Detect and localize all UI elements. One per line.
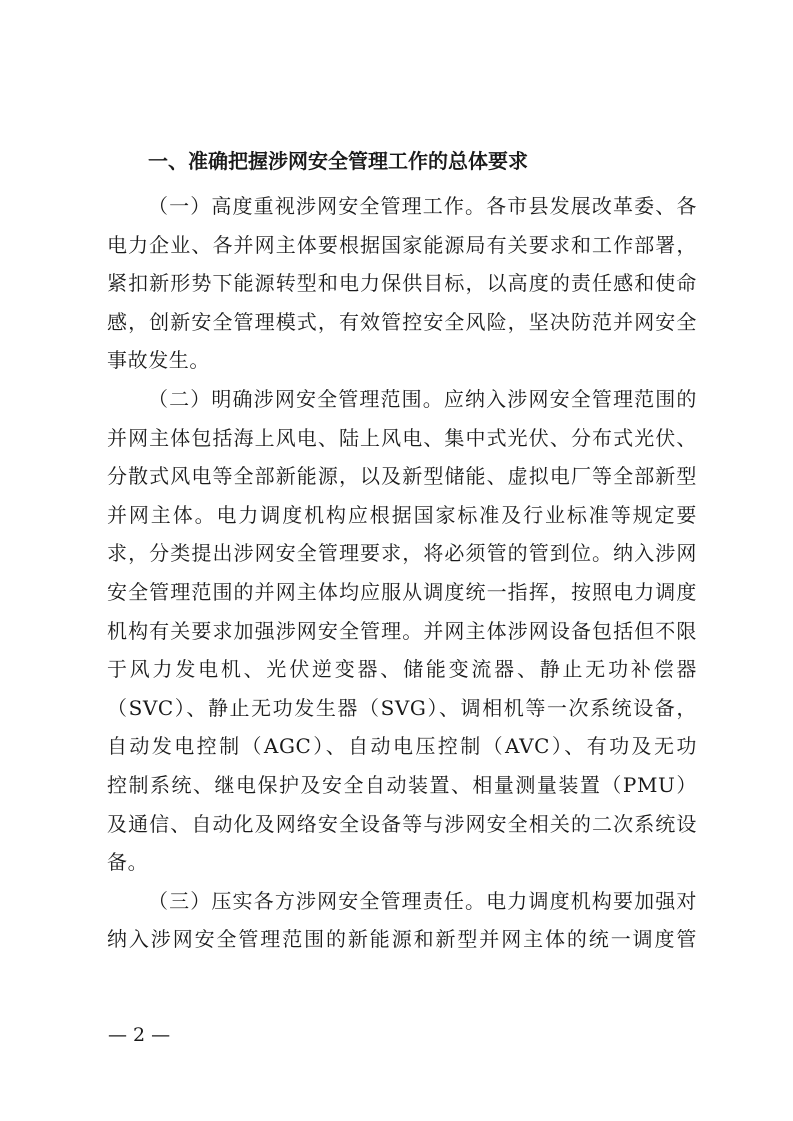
paragraph-2-line-3: 分散式风电等全部新能源，以及新型储能、虚拟电厂等全部新型 <box>107 464 697 489</box>
paragraph-2-line-13: 备。 <box>107 850 149 875</box>
paragraph-1-line-2: 电力企业、各并网主体要根据国家能源局有关要求和工作部署， <box>107 232 697 257</box>
paragraph-1-line-5: 事故发生。 <box>107 348 210 373</box>
paragraph-2-line-11: 控制系统、继电保护及安全自动装置、相量测量装置（PMU） <box>107 772 697 797</box>
paragraph-1-line-1: （一）高度重视涉网安全管理工作。各市县发展改革委、各 <box>148 194 697 218</box>
paragraph-1-line-3: 紧扣新形势下能源转型和电力保供目标，以高度的责任感和使命 <box>107 271 697 296</box>
paragraph-2-line-8: 于风力发电机、光伏逆变器、储能变流器、静止无功补偿器 <box>107 657 697 682</box>
paragraph-2-line-9: （SVC）、静止无功发生器（SVG）、调相机等一次系统设备， <box>107 695 697 720</box>
paragraph-2-line-7: 机构有关要求加强涉网安全管理。并网主体涉网设备包括但不限 <box>107 618 697 643</box>
paragraph-2-line-2: 并网主体包括海上风电、陆上风电、集中式光伏、分布式光伏、 <box>107 425 697 450</box>
section-heading: 一、准确把握涉网安全管理工作的总体要求 <box>148 149 528 173</box>
page-number: — 2 — <box>108 1024 171 1046</box>
paragraph-3-line-1: （三）压实各方涉网安全管理责任。电力调度机构要加强对 <box>148 888 697 913</box>
paragraph-2-line-10: 自动发电控制（AGC）、自动电压控制（AVC）、有功及无功 <box>107 734 697 759</box>
body-text <box>107 187 697 959</box>
paragraph-2-line-12: 及通信、自动化及网络安全设备等与涉网安全相关的二次系统设 <box>107 811 697 836</box>
paragraph-3-line-2: 纳入涉网安全管理范围的新能源和新型并网主体的统一调度管 <box>107 927 697 952</box>
paragraph-2-line-1: （二）明确涉网安全管理范围。应纳入涉网安全管理范围的 <box>148 386 697 411</box>
paragraph-2-line-6: 安全管理范围的并网主体均应服从调度统一指挥，按照电力调度 <box>107 579 697 604</box>
paragraph-1-line-4: 感，创新安全管理模式，有效管控安全风险，坚决防范并网安全 <box>107 309 697 334</box>
paragraph-2-line-4: 并网主体。电力调度机构应根据国家标准及行业标准等规定要 <box>107 502 697 527</box>
paragraph-2-line-5: 求，分类提出涉网安全管理要求，将必须管的管到位。纳入涉网 <box>107 541 697 566</box>
